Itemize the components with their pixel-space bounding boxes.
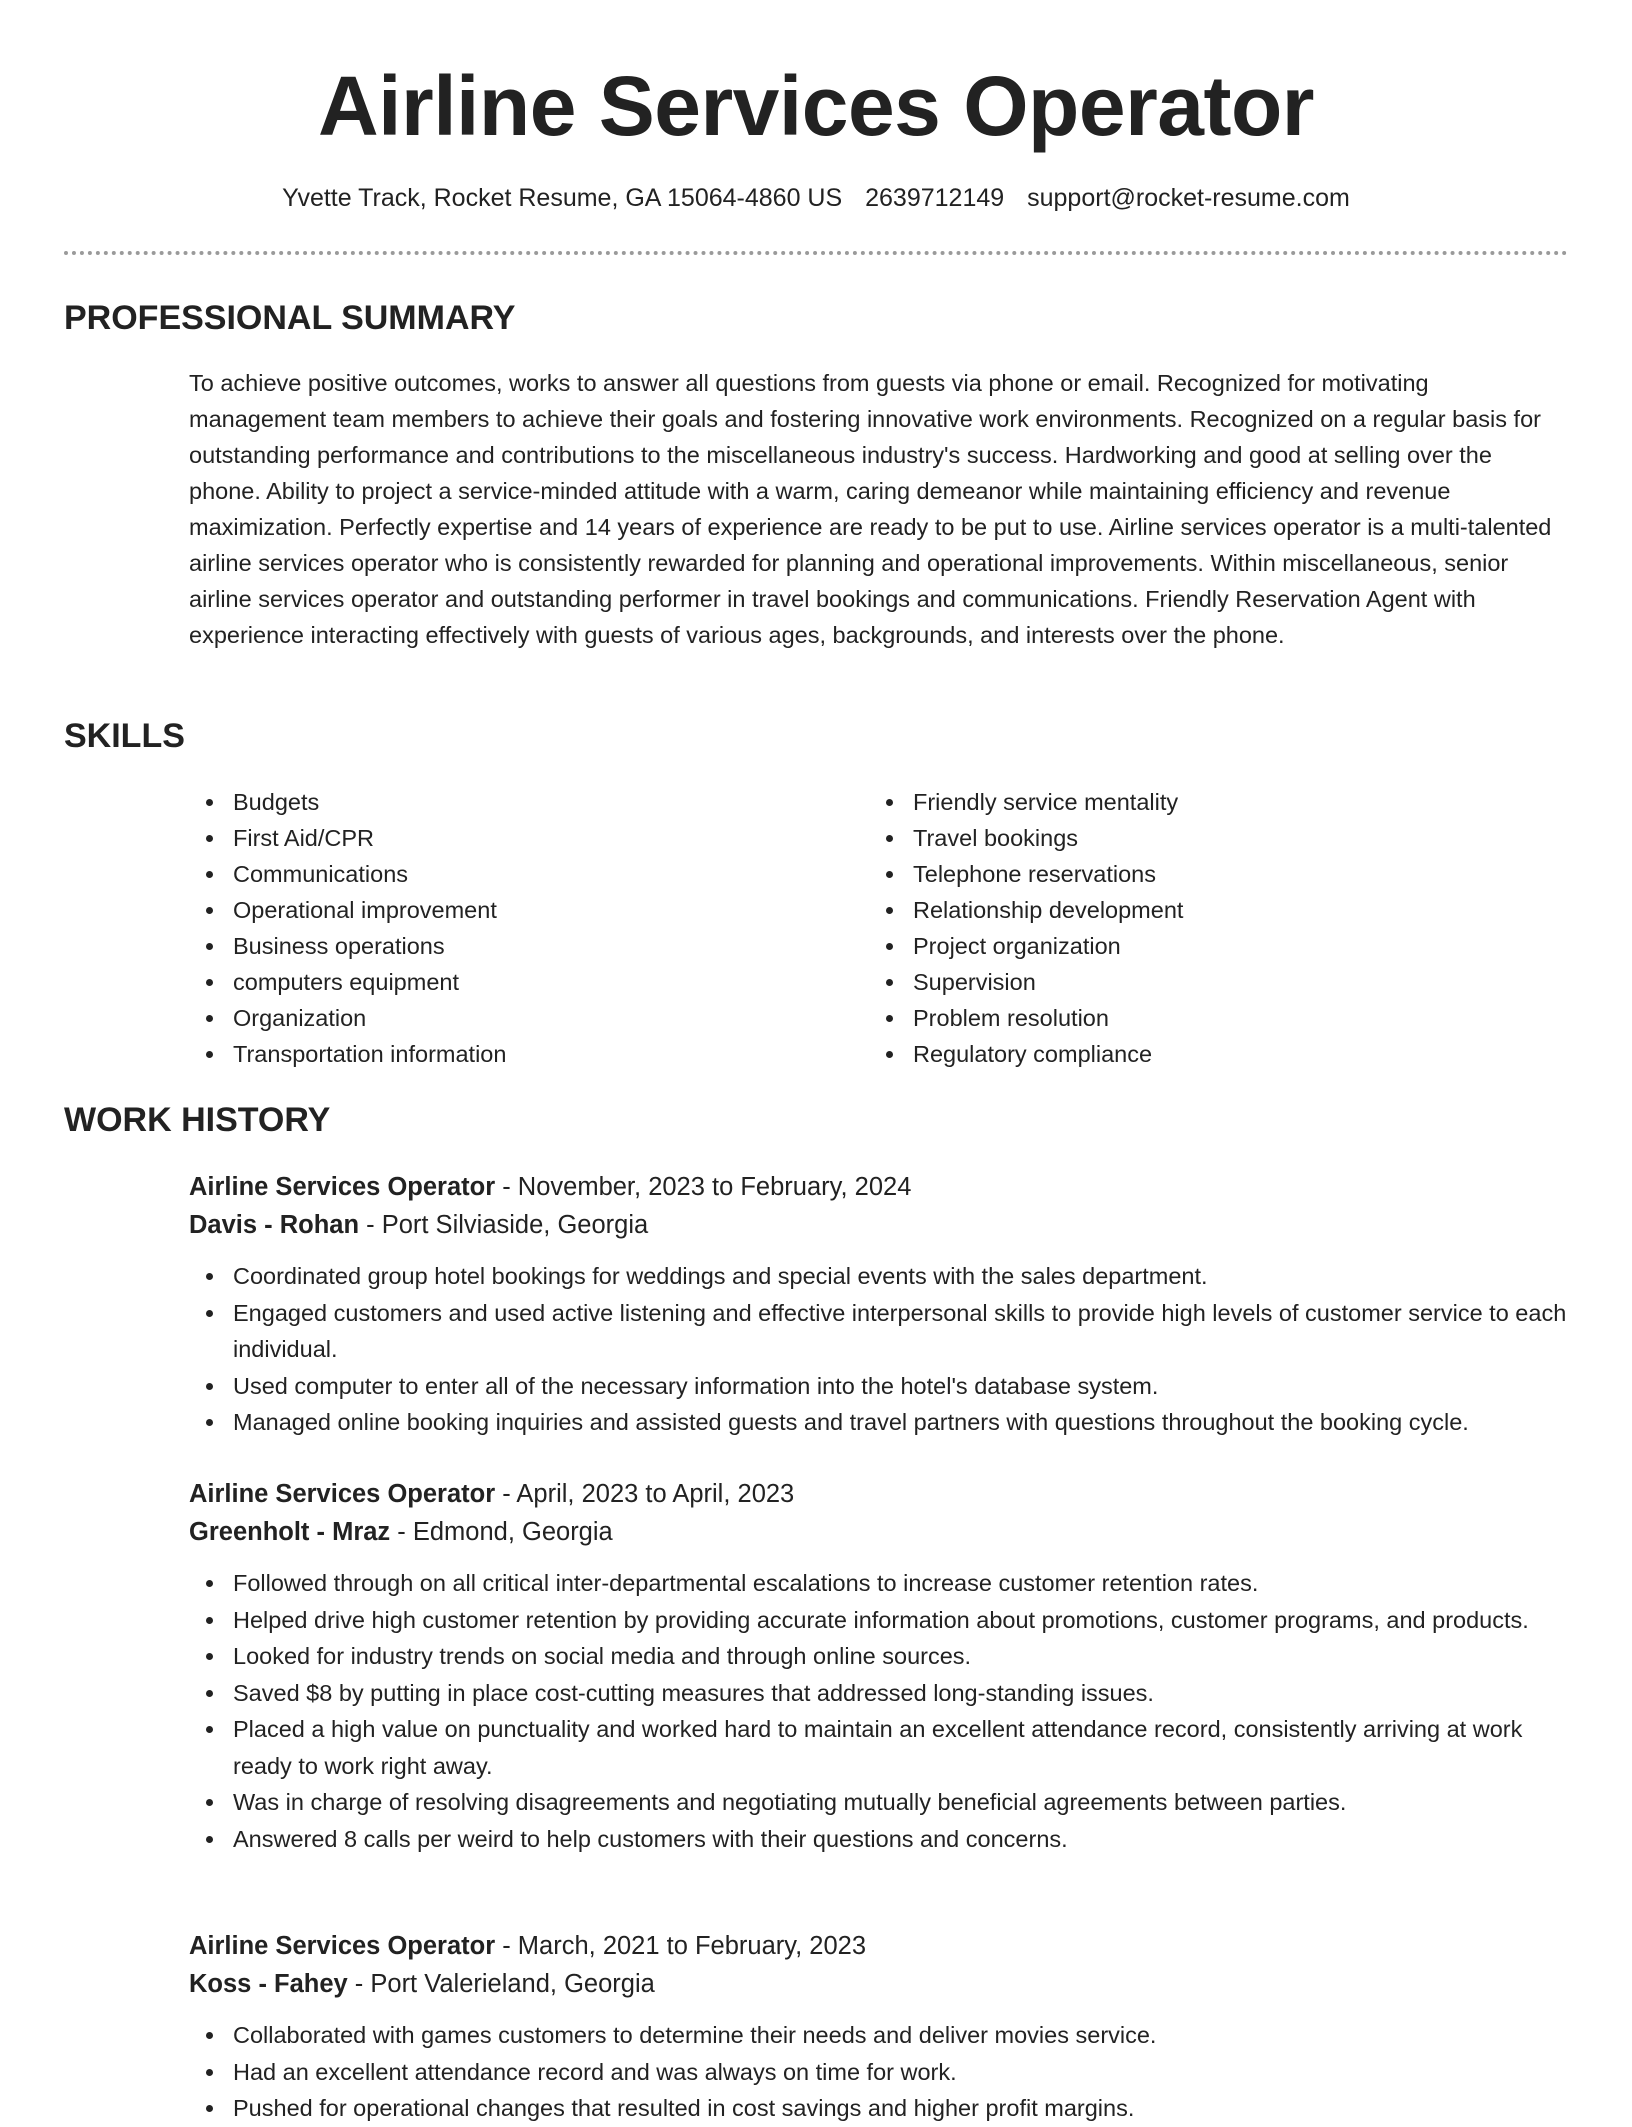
job-dates: - March, 2021 to February, 2023 xyxy=(495,1932,867,1960)
job-bullet-list xyxy=(189,1565,1568,1857)
candidate-name: Airline Services Operator xyxy=(318,59,1314,153)
job-role: Airline Services Operator xyxy=(189,1173,496,1201)
work-history-heading: WORK HISTORY xyxy=(64,1101,331,1139)
skill-item: Problem resolution xyxy=(869,1000,1549,1036)
job-company-line xyxy=(189,1206,1568,1244)
skill-item: Business operations xyxy=(189,928,819,964)
job-company: Greenholt - Mraz xyxy=(189,1518,391,1546)
job-bullet: Was in charge of resolving disagreements and negotiating mutually beneficial agreements between parties. xyxy=(189,1784,1568,1821)
skill-item: Budgets xyxy=(189,784,819,820)
skill-item: Regulatory compliance xyxy=(869,1036,1549,1072)
contact-info xyxy=(0,180,1632,216)
job-bullet-list xyxy=(189,2017,1568,2127)
job-title-line xyxy=(189,1475,1568,1513)
skill-item: Travel bookings xyxy=(869,820,1549,856)
job-company: Davis - Rohan xyxy=(189,1211,360,1239)
skills-list-left xyxy=(189,784,819,1072)
skill-item: Operational improvement xyxy=(189,892,819,928)
job-role: Airline Services Operator xyxy=(189,1480,496,1508)
job-dates: - November, 2023 to February, 2024 xyxy=(495,1173,912,1201)
job-title-line xyxy=(189,1927,1568,1965)
job-bullet: Had an excellent attendance record and was always on time for work. xyxy=(189,2054,1568,2091)
skill-item: computers equipment xyxy=(189,964,819,1000)
job-bullet: Used computer to enter all of the necessary information into the hotel's database system. xyxy=(189,1368,1568,1405)
contact-address: Yvette Track, Rocket Resume, GA 15064-4860 US xyxy=(282,184,843,212)
skills-list-right xyxy=(869,784,1549,1072)
skill-item: Organization xyxy=(189,1000,819,1036)
job-location: - Port Valerieland, Georgia xyxy=(347,1970,655,1998)
job-bullet: Collaborated with games customers to determine their needs and deliver movies service. xyxy=(189,2017,1568,2054)
skill-item: Friendly service mentality xyxy=(869,784,1549,820)
skill-item: Transportation information xyxy=(189,1036,819,1072)
skill-item: Project organization xyxy=(869,928,1549,964)
skill-item: Relationship development xyxy=(869,892,1549,928)
contact-phone: 2639712149 xyxy=(865,184,1005,212)
job-bullet: Saved $8 by putting in place cost-cutting measures that addressed long-standing issues. xyxy=(189,1675,1568,1712)
contact-email: support@rocket-resume.com xyxy=(1027,184,1350,212)
job-company: Koss - Fahey xyxy=(189,1970,348,1998)
job-entry xyxy=(189,1927,1568,2127)
skill-item: Supervision xyxy=(869,964,1549,1000)
summary-text: To achieve positive outcomes, works to answer all questions from guests via phone or email. Recognized for motivating management team members to achieve their goals and fostering innovative work environments. Recognized on a regular basis for outstanding performance and contributions to the miscellaneous industry's success. Hardworking and good at selling over the phone. Ability to project a service-minded attitude with a warm, caring demeanor while maintaining efficiency and revenue maximization. Perfectly expertise and 14 years of experience are ready to be put to use. Airline services operator is a multi-talented airline services operator who is consistently rewarded for planning and operational improvements. Within miscellaneous, senior airline services operator and outstanding performer in travel bookings and communications. Friendly Reservation Agent with experience interacting effectively with guests of various ages, backgrounds, and interests over the phone. xyxy=(189,370,1552,648)
job-bullet: Followed through on all critical inter-departmental escalations to increase customer retention rates. xyxy=(189,1565,1568,1602)
skills-heading: SKILLS xyxy=(64,717,185,755)
job-bullet: Pushed for operational changes that resulted in cost savings and higher profit margins. xyxy=(189,2090,1568,2127)
job-company-line xyxy=(189,1965,1568,2003)
job-bullet: Answered 8 calls per weird to help customers with their questions and concerns. xyxy=(189,1821,1568,1858)
job-dates: - April, 2023 to April, 2023 xyxy=(495,1480,795,1508)
job-bullet: Helped drive high customer retention by providing accurate information about promotions, customer programs, and products. xyxy=(189,1602,1568,1639)
job-company-line xyxy=(189,1513,1568,1551)
job-bullet: Looked for industry trends on social media and through online sources. xyxy=(189,1638,1568,1675)
skill-item: First Aid/CPR xyxy=(189,820,819,856)
job-bullet: Coordinated group hotel bookings for weddings and special events with the sales department. xyxy=(189,1258,1568,1295)
job-bullet: Placed a high value on punctuality and worked hard to maintain an excellent attendance record, consistently arriving at work ready to work right away. xyxy=(189,1711,1568,1784)
job-location: - Port Silviaside, Georgia xyxy=(359,1211,649,1239)
job-bullet-list xyxy=(189,1258,1568,1441)
job-bullet: Managed online booking inquiries and assisted guests and travel partners with questions throughout the booking cycle. xyxy=(189,1404,1568,1441)
job-role: Airline Services Operator xyxy=(189,1932,496,1960)
header-divider xyxy=(64,251,1568,255)
job-location: - Edmond, Georgia xyxy=(390,1518,613,1546)
skill-item: Communications xyxy=(189,856,819,892)
summary-heading: PROFESSIONAL SUMMARY xyxy=(64,299,516,337)
job-title-line xyxy=(189,1168,1568,1206)
skill-item: Telephone reservations xyxy=(869,856,1549,892)
job-entry xyxy=(189,1168,1568,1441)
job-bullet: Engaged customers and used active listening and effective interpersonal skills to provide high levels of customer service to each individual. xyxy=(189,1295,1568,1368)
job-entry xyxy=(189,1475,1568,1857)
